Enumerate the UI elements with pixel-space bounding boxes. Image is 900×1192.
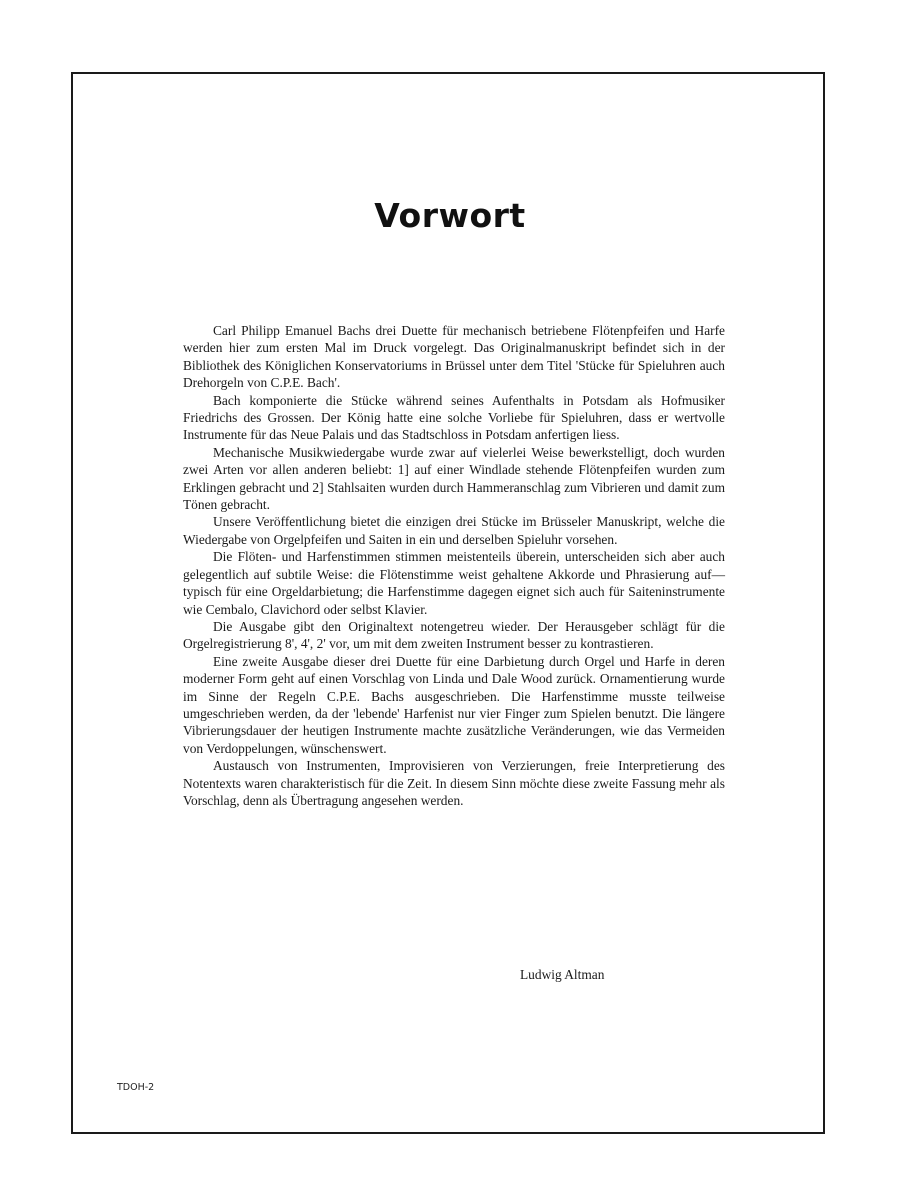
preface-body [183, 322, 725, 809]
page-title: Vorwort [374, 196, 526, 235]
paragraph-5: Die Flöten- und Harfenstimmen stimmen meistenteils überein, unterscheiden sich aber auch gelegentlich auf subtile Weise: die Flötenstimme weist gehaltene Akkorde und Phrasierung auf—typisch für eine Orgeldarbietung; die Harfenstimme dagegen eignet sich auch für Saiteninstrumente wie Cembalo, Clavichord oder selbst Klavier. [183, 549, 725, 617]
paragraph-4: Unsere Veröffentlichung bietet die einzigen drei Stücke im Brüsseler Manuskript, welche die Wiedergabe von Orgelpfeifen und Saiten in ein und derselben Spieluhr vorsehen. [183, 514, 725, 547]
paragraph-6: Die Ausgabe gibt den Originaltext notengetreu wieder. Der Herausgeber schlägt für die Orgelregistrierung 8', 4', 2' vor, um mit dem zweiten Instrument besser zu kontrastieren. [183, 618, 725, 652]
paragraph-2: Bach komponierte die Stücke während seines Aufenthalts in Potsdam als Hofmusiker Friedrichs des Grossen. Der König hatte eine solche Vorliebe für Spieluhren, dass er wertvolle Instrumente für das Neue Palais und das Stadtschloss in Potsdam anfertigen liess. [183, 392, 725, 443]
paragraph-7: Eine zweite Ausgabe dieser drei Duette für eine Darbietung durch Orgel und Harfe in deren moderner Form geht auf einen Vorschlag von Linda und Dale Wood zurück. Ornamentierung wurde im Sinne der Regeln C.P.E. Bachs ausgeschrieben. Die Harfenstimme musste teilweise umgeschrieben werden, da der 'lebende' Harfenist nur vier Finger zum Spielen benutzt. Die längere Vibrierungsdauer der heutigen Instrumente machte zusätzliche Veränderungen, wie das Vermeiden von Verdoppelungen, wünschenswert. [183, 653, 725, 756]
paragraph-1: Carl Philipp Emanuel Bachs drei Duette für mechanisch betriebene Flötenpfeifen und Harfe werden hier zum ersten Mal im Druck vorgelegt. Das Originalmanuskript befindet sich in der Bibliothek des Königlichen Konservatoriums in Brüssel unter dem Titel 'Stücke für Spieluhren auch Drehorgeln von C.P.E. Bach'. [183, 323, 725, 391]
paragraph-8: Austausch von Instrumenten, Improvisieren von Verzierungen, freie Interpretierung des Notentexts waren charakteristisch für die Zeit. In diesem Sinn möchte diese zweite Fassung mehr als Vorschlag, denn als Übertragung angesehen werden. [183, 758, 725, 808]
paragraph-3: Mechanische Musikwiedergabe wurde zwar auf vielerlei Weise bewerkstelligt, doch wurden zwei Arten vor allen anderen beliebt: 1] auf einer Windlade stehende Flötenpfeifen wurden zum Erklingen gebracht und 2] Stahlsaiten wurden durch Hammeranschlag zum Vibrieren und damit zum Tönen gebracht. [183, 444, 725, 513]
page-code: TDOH-2 [117, 1082, 155, 1093]
author-signature: Ludwig Altman [520, 967, 605, 982]
